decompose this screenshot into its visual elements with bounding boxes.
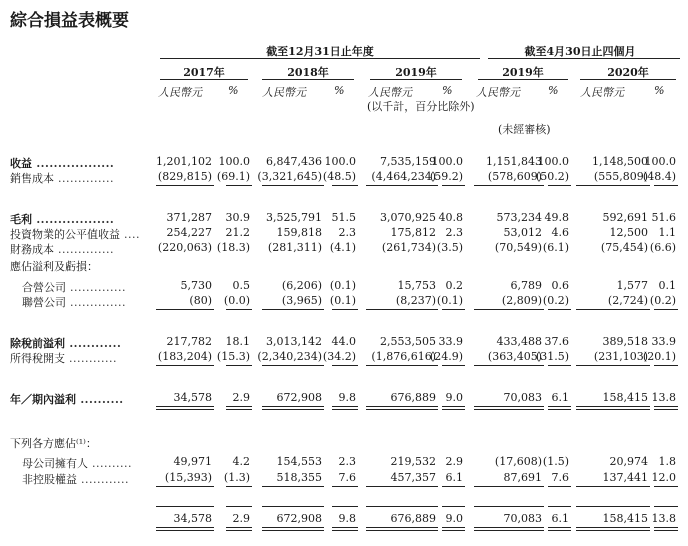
total-rule: [576, 406, 650, 407]
percent-cell: (1.5): [542, 455, 569, 468]
total-rule: [576, 365, 650, 366]
amount-cell: 49,971: [173, 455, 212, 468]
percent-cell: 9.8: [338, 391, 356, 404]
total-rule: [366, 309, 438, 310]
total-rule: [576, 486, 650, 487]
total-double-rule: [366, 530, 438, 531]
percent-cell: 40.8: [438, 211, 463, 224]
amount-cell: (17,608): [494, 455, 542, 468]
row-label-text: 非控股權益: [22, 473, 77, 486]
row-label: [10, 241, 114, 257]
total-rule: [156, 527, 214, 528]
total-double-rule: [226, 409, 252, 410]
amount-cell: 3,070,925: [380, 211, 436, 224]
total-rule: [474, 527, 544, 528]
amount-cell: 70,083: [503, 391, 542, 404]
leader-dots: ..........: [76, 393, 124, 406]
subtotal-rule: [654, 506, 678, 507]
amount-cell: (3,321,645): [257, 170, 322, 183]
percent-cell: 100.0: [431, 155, 463, 168]
percent-cell: (48.4): [642, 170, 676, 183]
total-rule: [654, 486, 678, 487]
total-double-rule: [576, 530, 650, 531]
amount-cell: 672,908: [276, 391, 322, 404]
percent-cell: 2.3: [445, 226, 463, 239]
percent-cell: 0.5: [232, 279, 250, 292]
total-rule: [548, 406, 571, 407]
row-label-text: 財務成本: [10, 243, 54, 256]
total-rule: [654, 309, 678, 310]
leader-dots: ..........: [88, 457, 132, 470]
percent-cell: 2.3: [338, 455, 356, 468]
amount-cell: (80): [189, 294, 212, 307]
subtotal-rule: [576, 506, 650, 507]
total-rule: [262, 185, 324, 186]
amount-cell: 3,013,142: [266, 335, 322, 348]
subtotal-rule: [226, 506, 252, 507]
amount-cell: (4,464,234): [371, 170, 436, 183]
total-rule: [442, 309, 465, 310]
year-rule: [160, 79, 248, 80]
total-rule: [156, 486, 214, 487]
leader-dots: ..............: [54, 243, 114, 256]
total-rule: [332, 406, 358, 407]
unit-header: 人民幣元: [158, 86, 202, 99]
total-rule: [654, 365, 678, 366]
percent-cell: (0.1): [436, 294, 463, 307]
total-rule: [262, 527, 324, 528]
amount-cell: (2,724): [607, 294, 648, 307]
percent-cell: (0.1): [329, 279, 356, 292]
amount-cell: 70,083: [503, 512, 542, 525]
total-rule: [226, 309, 252, 310]
total-rule: [654, 527, 678, 528]
amount-cell: 676,889: [390, 512, 436, 525]
total-rule: [366, 406, 438, 407]
total-rule: [332, 486, 358, 487]
amount-cell: 389,518: [602, 335, 648, 348]
row-label-text: 母公司擁有人: [22, 457, 88, 470]
row-label: [10, 350, 117, 366]
unit-header: 人民幣元: [262, 86, 306, 99]
amount-cell: 1,201,102: [156, 155, 212, 168]
percent-cell: 0.1: [658, 279, 676, 292]
pct-header: %: [442, 84, 453, 97]
percent-cell: 7.6: [551, 471, 569, 484]
total-double-rule: [474, 530, 544, 531]
percent-cell: 2.9: [445, 455, 463, 468]
percent-cell: 13.8: [651, 391, 676, 404]
percent-cell: 9.8: [338, 512, 356, 525]
total-rule: [442, 406, 465, 407]
percent-cell: (34.2): [322, 350, 356, 363]
group-rule-year: [160, 58, 480, 59]
percent-cell: (20.1): [642, 350, 676, 363]
amount-cell: 12,500: [609, 226, 648, 239]
pct-header: %: [654, 84, 665, 97]
row-label: [10, 258, 98, 274]
group-rule-four-months: [488, 58, 680, 59]
amount-cell: 158,415: [602, 512, 648, 525]
amount-cell: 6,789: [510, 279, 542, 292]
unaudited-note: (未經審核): [498, 123, 551, 136]
total-rule: [576, 527, 650, 528]
subtotal-rule: [156, 506, 214, 507]
subtotal-rule: [366, 506, 438, 507]
amount-cell: 158,415: [602, 391, 648, 404]
total-rule: [442, 185, 465, 186]
total-double-rule: [442, 530, 465, 531]
amount-cell: 159,818: [276, 226, 322, 239]
year-header: 2017年: [183, 66, 225, 79]
percent-cell: 51.6: [651, 211, 676, 224]
percent-cell: 100.0: [537, 155, 569, 168]
total-rule: [654, 406, 678, 407]
total-rule: [226, 527, 252, 528]
total-rule: [332, 185, 358, 186]
percent-cell: (59.2): [429, 170, 463, 183]
amount-cell: (2,340,234): [257, 350, 322, 363]
amount-cell: 254,227: [166, 226, 212, 239]
total-rule: [474, 185, 544, 186]
amount-cell: (6,206): [281, 279, 322, 292]
year-rule: [478, 79, 568, 80]
amount-cell: 2,553,505: [380, 335, 436, 348]
total-rule: [366, 185, 438, 186]
leader-dots: ............: [65, 337, 122, 350]
row-label: [10, 211, 114, 227]
total-rule: [156, 309, 214, 310]
total-rule: [442, 527, 465, 528]
year-header: 2018年: [287, 66, 329, 79]
total-rule: [548, 486, 571, 487]
total-rule: [226, 365, 252, 366]
percent-cell: (0.1): [329, 294, 356, 307]
amount-cell: (220,063): [157, 241, 212, 254]
percent-cell: 18.1: [225, 335, 250, 348]
percent-cell: 51.5: [331, 211, 356, 224]
row-label-text: 應佔溢利及虧損：: [10, 260, 98, 273]
percent-cell: (50.2): [535, 170, 569, 183]
percent-cell: (48.5): [322, 170, 356, 183]
total-rule: [548, 185, 571, 186]
total-rule: [262, 486, 324, 487]
row-label: [22, 471, 129, 487]
amount-cell: 175,812: [390, 226, 436, 239]
percent-cell: 1.1: [658, 226, 676, 239]
total-double-rule: [156, 409, 214, 410]
percent-cell: (0.2): [649, 294, 676, 307]
row-label-text: 下列各方應佔⁽¹⁾：: [10, 437, 97, 450]
percent-cell: (24.9): [429, 350, 463, 363]
total-rule: [576, 185, 650, 186]
total-double-rule: [474, 409, 544, 410]
amount-cell: 433,488: [496, 335, 542, 348]
percent-cell: 2.9: [232, 391, 250, 404]
amount-cell: (2,809): [501, 294, 542, 307]
percent-cell: 9.0: [445, 512, 463, 525]
amount-cell: (261,734): [381, 241, 436, 254]
subtotal-rule: [474, 506, 544, 507]
percent-cell: 12.0: [651, 471, 676, 484]
amount-cell: 672,908: [276, 512, 322, 525]
pct-header: %: [228, 84, 239, 97]
percent-cell: (4.1): [329, 241, 356, 254]
percent-cell: 4.2: [232, 455, 250, 468]
amount-cell: 53,012: [503, 226, 542, 239]
total-rule: [366, 486, 438, 487]
percent-cell: 21.2: [225, 226, 250, 239]
percent-cell: 6.1: [551, 512, 569, 525]
total-double-rule: [548, 409, 571, 410]
total-rule: [262, 406, 324, 407]
pct-header: %: [548, 84, 559, 97]
subtotal-rule: [332, 506, 358, 507]
row-label: [10, 335, 121, 351]
row-label: [10, 391, 124, 407]
percent-cell: (69.1): [216, 170, 250, 183]
row-label-text: 所得稅開支: [10, 352, 65, 365]
amount-cell: 137,441: [602, 471, 648, 484]
year-rule: [262, 79, 354, 80]
row-label-text: 收益: [10, 157, 32, 170]
amount-cell: 6,847,436: [266, 155, 322, 168]
total-rule: [226, 185, 252, 186]
row-label-text: 投資物業的公平值收益: [10, 228, 120, 241]
amount-cell: 1,577: [616, 279, 648, 292]
amount-cell: (3,965): [281, 294, 322, 307]
total-rule: [366, 527, 438, 528]
total-double-rule: [548, 530, 571, 531]
percent-cell: 0.6: [551, 279, 569, 292]
leader-dots: ..............: [66, 281, 126, 294]
percent-cell: (6.6): [649, 241, 676, 254]
row-label: [22, 279, 126, 295]
percent-cell: 0.2: [445, 279, 463, 292]
total-double-rule: [654, 409, 678, 410]
row-label-text: 年／期內溢利: [10, 393, 76, 406]
amount-cell: (75,454): [600, 241, 648, 254]
percent-cell: (3.5): [436, 241, 463, 254]
group-header-year: 截至12月31日止年度: [266, 45, 374, 58]
amount-cell: 457,357: [390, 471, 436, 484]
leader-dots: ..............: [66, 296, 126, 309]
leader-dots: ............: [77, 473, 129, 486]
amount-cell: 5,730: [180, 279, 212, 292]
amount-cell: 592,691: [602, 211, 648, 224]
year-header: 2019年: [395, 66, 437, 79]
total-rule: [474, 309, 544, 310]
amount-cell: 34,578: [173, 391, 212, 404]
row-label-text: 毛利: [10, 213, 32, 226]
row-label-text: 合營公司: [22, 281, 66, 294]
unit-header: 人民幣元: [580, 86, 624, 99]
amount-cell: (578,609): [487, 170, 542, 183]
row-label-text: 聯營公司: [22, 296, 66, 309]
amount-cell: 573,234: [496, 211, 542, 224]
total-rule: [262, 309, 324, 310]
amount-cell: 34,578: [173, 512, 212, 525]
amount-cell: (555,809): [593, 170, 648, 183]
total-double-rule: [366, 409, 438, 410]
total-double-rule: [654, 530, 678, 531]
leader-dots: ..............: [54, 172, 114, 185]
total-double-rule: [332, 409, 358, 410]
total-double-rule: [576, 409, 650, 410]
percent-cell: 1.8: [658, 455, 676, 468]
percent-cell: 7.6: [338, 471, 356, 484]
total-double-rule: [442, 409, 465, 410]
percent-cell: (18.3): [216, 241, 250, 254]
total-rule: [366, 365, 438, 366]
year-header: 2019年: [502, 66, 544, 79]
thousands-note: (以千計，百分比除外): [367, 100, 475, 113]
percent-cell: 100.0: [644, 155, 676, 168]
percent-cell: 30.9: [225, 211, 250, 224]
percent-cell: (31.5): [535, 350, 569, 363]
total-rule: [156, 185, 214, 186]
percent-cell: (1.3): [223, 471, 250, 484]
total-rule: [332, 309, 358, 310]
total-double-rule: [226, 530, 252, 531]
amount-cell: (829,815): [157, 170, 212, 183]
amount-cell: 7,535,159: [380, 155, 436, 168]
total-rule: [156, 365, 214, 366]
percent-cell: 2.9: [232, 512, 250, 525]
page-title: 綜合損益表概要: [10, 11, 129, 31]
amount-cell: (70,549): [494, 241, 542, 254]
leader-dots: ..................: [32, 157, 115, 170]
subtotal-rule: [262, 506, 324, 507]
total-rule: [332, 365, 358, 366]
percent-cell: 33.9: [438, 335, 463, 348]
percent-cell: 2.3: [338, 226, 356, 239]
total-rule: [654, 185, 678, 186]
amount-cell: 676,889: [390, 391, 436, 404]
pct-header: %: [334, 84, 345, 97]
percent-cell: 100.0: [218, 155, 250, 168]
amount-cell: (231,103): [593, 350, 648, 363]
year-rule: [580, 79, 676, 80]
total-double-rule: [332, 530, 358, 531]
row-label: [10, 435, 97, 451]
total-rule: [474, 365, 544, 366]
percent-cell: 9.0: [445, 391, 463, 404]
group-header-four-months: 截至4月30日止四個月: [524, 45, 636, 58]
amount-cell: 3,525,791: [266, 211, 322, 224]
amount-cell: 1,148,500: [592, 155, 648, 168]
percent-cell: 49.8: [544, 211, 569, 224]
unit-header: 人民幣元: [368, 86, 412, 99]
percent-cell: 6.1: [551, 391, 569, 404]
percent-cell: 4.6: [551, 226, 569, 239]
amount-cell: 217,782: [166, 335, 212, 348]
row-label-text: 除稅前溢利: [10, 337, 65, 350]
amount-cell: 20,974: [609, 455, 648, 468]
total-rule: [442, 486, 465, 487]
total-rule: [332, 527, 358, 528]
percent-cell: 13.8: [651, 512, 676, 525]
total-rule: [548, 365, 571, 366]
percent-cell: 100.0: [324, 155, 356, 168]
row-label: [10, 155, 114, 171]
percent-cell: 44.0: [331, 335, 356, 348]
total-rule: [548, 527, 571, 528]
leader-dots: ............: [65, 352, 117, 365]
percent-cell: 37.6: [544, 335, 569, 348]
subtotal-rule: [548, 506, 571, 507]
amount-cell: (281,311): [267, 241, 322, 254]
amount-cell: 15,753: [397, 279, 436, 292]
year-header: 2020年: [607, 66, 649, 79]
amount-cell: (1,876,616): [371, 350, 436, 363]
row-label: [10, 226, 140, 242]
amount-cell: 371,287: [166, 211, 212, 224]
percent-cell: 6.1: [445, 471, 463, 484]
total-rule: [576, 309, 650, 310]
row-label: [22, 294, 126, 310]
row-label: [10, 170, 114, 186]
total-double-rule: [262, 409, 324, 410]
total-rule: [548, 309, 571, 310]
amount-cell: (15,393): [164, 471, 212, 484]
leader-dots: ..................: [32, 213, 115, 226]
percent-cell: (6.1): [542, 241, 569, 254]
amount-cell: (8,237): [395, 294, 436, 307]
total-rule: [474, 406, 544, 407]
total-double-rule: [156, 530, 214, 531]
row-label-text: 銷售成本: [10, 172, 54, 185]
amount-cell: 154,553: [276, 455, 322, 468]
percent-cell: (0.2): [542, 294, 569, 307]
total-rule: [156, 406, 214, 407]
total-rule: [226, 406, 252, 407]
total-rule: [262, 365, 324, 366]
year-rule: [370, 79, 462, 80]
row-label: [22, 455, 132, 471]
percent-cell: (0.0): [223, 294, 250, 307]
total-rule: [474, 486, 544, 487]
percent-cell: 33.9: [651, 335, 676, 348]
amount-cell: 518,355: [276, 471, 322, 484]
leader-dots: ....: [120, 228, 140, 241]
subtotal-rule: [442, 506, 465, 507]
percent-cell: (15.3): [216, 350, 250, 363]
amount-cell: (363,405): [487, 350, 542, 363]
unit-header: 人民幣元: [476, 86, 520, 99]
amount-cell: (183,204): [157, 350, 212, 363]
total-rule: [226, 486, 252, 487]
amount-cell: 1,151,843: [486, 155, 542, 168]
amount-cell: 87,691: [503, 471, 542, 484]
total-double-rule: [262, 530, 324, 531]
amount-cell: 219,532: [390, 455, 436, 468]
total-rule: [442, 365, 465, 366]
